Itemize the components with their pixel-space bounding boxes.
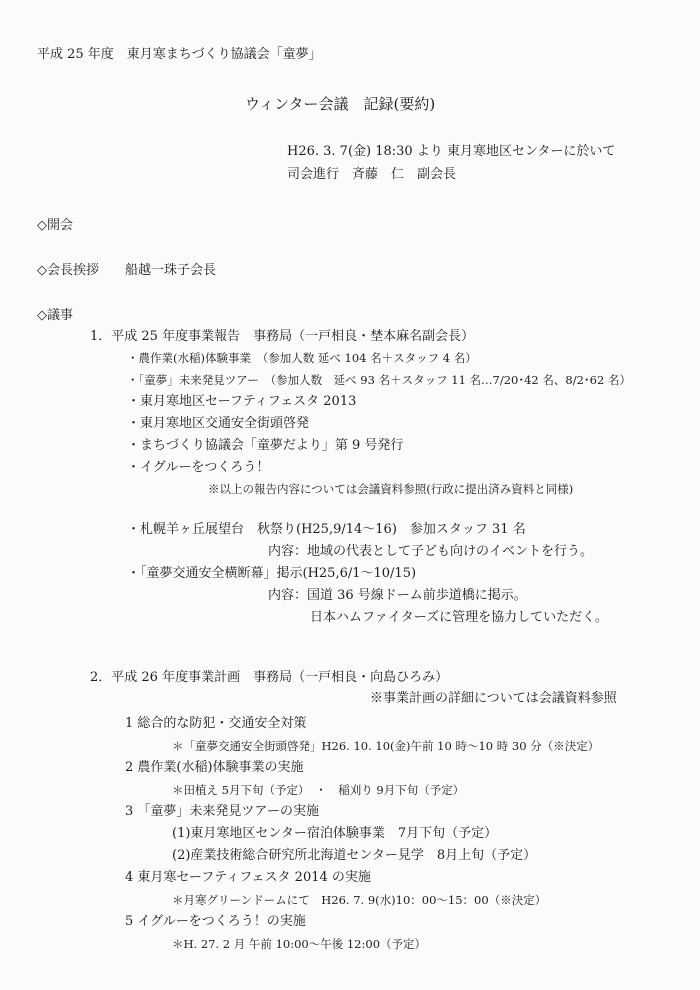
report-item-detail: 内容：地域の代表として子ども向けのイベントを行う。: [268, 544, 594, 559]
meeting-date-location: H26. 3. 7(金) 18:30 より 東月寒地区センターに於いて: [287, 144, 616, 159]
plan-item: 1 総合的な防犯・交通安全対策: [125, 716, 307, 731]
plan-item-detail: ＊月寒グリーンドームにて H26. 7. 9(水)10：00～15：00（※決定）: [172, 893, 547, 907]
plan-item: 3 「童夢」未来発見ツアーの実施: [125, 804, 320, 819]
report-item-detail: 日本ハムファイターズに管理を協力していただく。: [310, 610, 608, 625]
section-greeting: ◇会長挨拶 船越一珠子会長: [37, 263, 216, 278]
plan-item: 2 農作業(水稲)体験事業の実施: [125, 760, 304, 775]
plan-heading: 2．平成 26 年度事業計画 事務局（一戸相良・向島ひろみ）: [90, 670, 449, 685]
plan-item: 5 イグルーをつくろう！の実施: [125, 914, 306, 929]
report-heading: 1．平成 25 年度事業報告 事務局（一戸相良・埜本麻名副会長）: [90, 329, 475, 344]
report-item: ・東月寒地区セーフティフェスタ 2013: [127, 394, 357, 409]
plan-item-detail: (1)東月寒地区センター宿泊体験事業 7月下旬（予定）: [172, 826, 498, 841]
plan-item-detail: ＊「童夢交通安全街頭啓発」H26. 10. 10(金)午前 10 時～10 時 30 分（※決定）: [172, 739, 600, 753]
report-item: ・札幌羊ヶ丘展望台 秋祭り(H25,9/14～16) 参加スタッフ 31 名: [127, 522, 526, 537]
report-item: ・「童夢」未来発見ツアー （参加人数 延べ 93 名＋スタッフ 11 名…7/20･42 名、8/2･62 名）: [127, 373, 631, 387]
report-item: ・「童夢交通安全横断幕」掲示(H25,6/1～10/15): [127, 566, 417, 581]
report-item: ・東月寒地区交通安全街頭啓発: [127, 416, 310, 431]
report-item: ・農作業(水稲)体験事業 （参加人数 延べ 104 名＋スタッフ 4 名）: [127, 351, 477, 365]
plan-item-detail: ＊H. 27. 2 月 午前 10:00～午後 12:00（予定）: [172, 937, 427, 951]
section-agenda: ◇議事: [37, 308, 73, 323]
report-note: ※以上の報告内容については会議資料参照(行政に提出済み資料と同様): [208, 482, 574, 496]
document-title: ウィンター会議 記録(要約): [245, 95, 436, 113]
plan-note: ※事業計画の詳細については会議資料参照: [370, 691, 617, 706]
report-item: ・イグルーをつくろう！: [127, 460, 270, 475]
report-item: ・まちづくり協議会「童夢だより」第 9 号発行: [127, 438, 404, 453]
meeting-chair: 司会進行 斉藤 仁 副会長: [287, 167, 457, 182]
section-opening: ◇開会: [37, 218, 73, 233]
org-header: 平成 25 年度 東月寒まちづくり協議会「童夢」: [37, 47, 322, 62]
plan-item-detail: (2)産業技術総合研究所北海道センター見学 8月上旬（予定）: [172, 848, 537, 863]
plan-item: 4 東月寒セーフティフェスタ 2014 の実施: [125, 870, 371, 885]
report-item-detail: 内容：国道 36 号線ドーム前歩道橋に掲示。: [268, 588, 527, 603]
plan-item-detail: ＊田植え 5月下旬（予定） ・ 稲刈り 9月下旬（予定）: [172, 783, 465, 797]
